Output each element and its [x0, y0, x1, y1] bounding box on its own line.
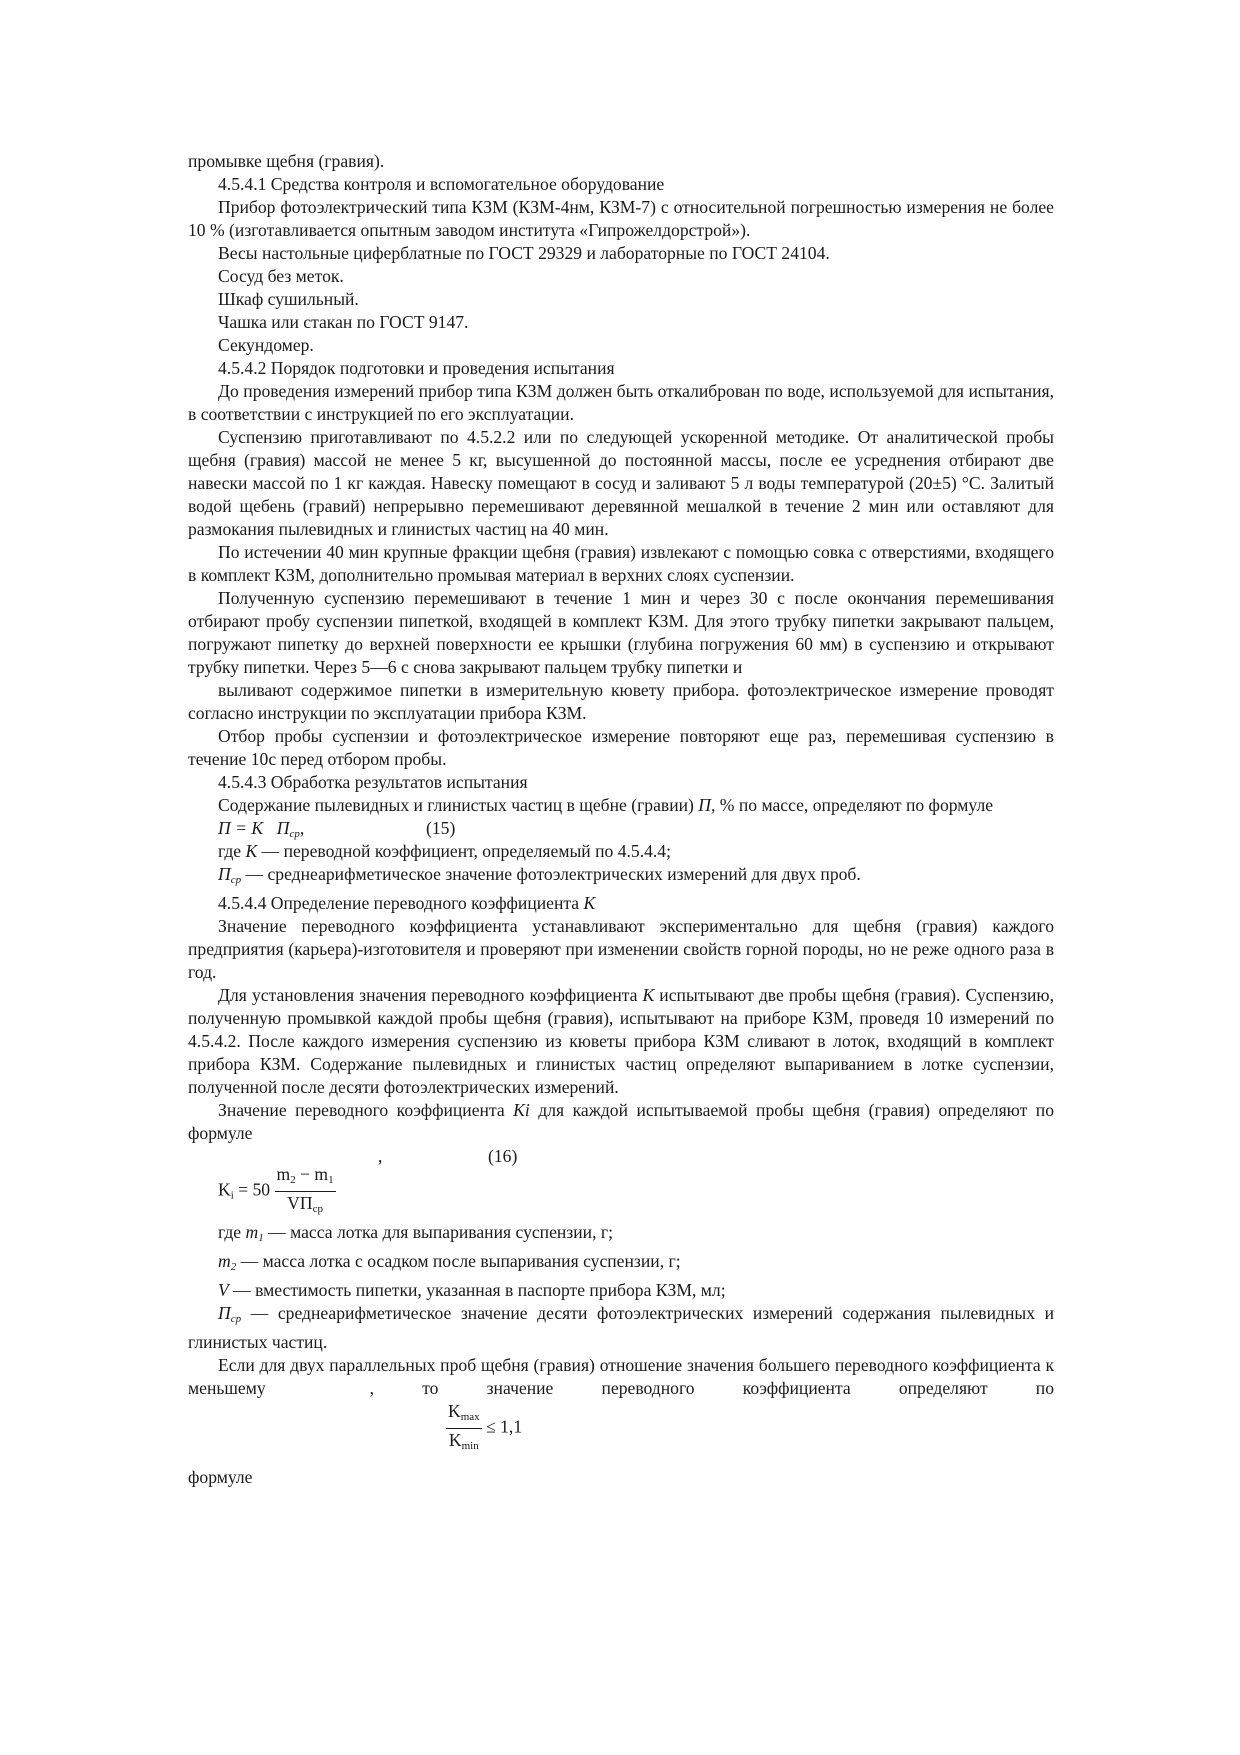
text: — вместимость пипетки, указанная в паспорте прибора КЗМ, мл; — [228, 1280, 726, 1300]
text: испытывают две пробы щебня (гравия). Суспензию, полученную промывкой каждой пробы щебня (гравия), испытывают на приборе КЗМ, проведя 10 измерений по 4.5.4.2. После каждого измерения суспензию из кюветы прибора КЗМ сливают в лоток, входящий в комплект прибора КЗМ. Содержание пылевидных и глинистых частиц определяют выпариванием в лотке суспензии, полученной после десяти фотоэлектрических измерений. — [188, 985, 1054, 1097]
text: 4.5.4.4 Определение переводного коэффициента — [218, 893, 584, 913]
spacer — [188, 1454, 1054, 1466]
paragraph — [188, 984, 1054, 1099]
formula-number: (16) — [488, 1146, 518, 1166]
kmin-subscript: min — [461, 1440, 479, 1452]
formula-text: П = К П — [218, 818, 290, 838]
kmin-k: K — [448, 1430, 462, 1450]
symbol: П — [218, 864, 231, 884]
symbol: К — [245, 841, 258, 861]
paragraph — [188, 1099, 1054, 1145]
formula-fraction — [446, 1400, 482, 1457]
section-heading-4-5-4-2: 4.5.4.2 Порядок подготовки и проведения испытания — [218, 358, 615, 378]
formula-expression — [446, 1400, 522, 1457]
formula-leq: ≤ 1,1 — [486, 1416, 523, 1437]
formula-denominator — [446, 1429, 482, 1457]
formula-comma: , — [378, 1146, 383, 1166]
formula-comma: , — [299, 818, 305, 838]
text: Для установления значения переводного коэффициента — [218, 985, 643, 1005]
formula-fraction — [275, 1163, 336, 1220]
subscript: 2 — [230, 1261, 237, 1273]
symbol: m — [218, 1251, 231, 1271]
text: Содержание пылевидных и глинистых частиц в щебне (гравии) — [218, 795, 699, 815]
text: Значение переводного коэффициента — [218, 1100, 514, 1120]
paragraph — [188, 840, 1054, 863]
symbol: К — [583, 893, 596, 913]
paragraph — [188, 1250, 1054, 1279]
list-item: Весы настольные циферблатные по ГОСТ 29329 и лабораторные по ГОСТ 24104. — [218, 243, 830, 263]
formula-numerator — [446, 1400, 482, 1429]
kmax-k: K — [448, 1401, 461, 1421]
text: — переводной коэффициент, определяемый по 4.5.4.4; — [257, 841, 671, 861]
text: — масса лотка для выпаривания суспензии, г; — [263, 1222, 613, 1242]
paragraph — [188, 794, 1054, 817]
denominator-subscript: ср — [312, 1203, 323, 1215]
symbol: К — [642, 985, 655, 1005]
paragraph: По истечении 40 мин крупные фракции щебня (гравия) извлекают с помощью совка с отверстиями, входящего в комплект КЗМ, дополнительно промывая материал в верхних слоях суспензии. — [188, 542, 1054, 585]
paragraph — [188, 1221, 1054, 1250]
paragraph: промывке щебня (гравия). — [188, 151, 385, 171]
section-heading-4-5-4-1: 4.5.4.1 Средства контроля и вспомогательное оборудование — [218, 174, 665, 194]
text: — среднеарифметическое значение фотоэлектрических измерений для двух проб. — [241, 864, 861, 884]
text: — масса лотка с осадком после выпаривания суспензии, г; — [236, 1251, 681, 1271]
list-item: Чашка или стакан по ГОСТ 9147. — [218, 312, 469, 332]
paragraph: формуле — [188, 1467, 253, 1487]
formula-subscript: ср — [289, 828, 300, 840]
formula-15 — [188, 817, 1054, 840]
denominator-text: VП — [287, 1193, 313, 1213]
section-heading-4-5-4-3: 4.5.4.3 Обработка результатов испытания — [218, 772, 528, 792]
subscript: ср — [230, 1313, 242, 1325]
text: для каждой испытываемой пробы щебня (гравия) определяют по формуле — [188, 1100, 1054, 1143]
formula-expression — [218, 1163, 336, 1220]
subscript: ср — [230, 874, 242, 886]
text: Если для двух параллельных проб щебня (гравия) отношение значения большего переводного коэффициента к меньшему — [188, 1355, 1054, 1398]
text: % по массе, определяют по формуле — [715, 795, 994, 815]
numerator-minus-m: − m — [295, 1164, 329, 1184]
paragraph: До проведения измерений прибор типа КЗМ должен быть откалиброван по воде, используемой для испытания, в соответствии с инструкцией по его эксплуатации. — [188, 381, 1054, 424]
formula-kmax-kmin — [188, 1400, 1054, 1454]
formula-numerator — [275, 1163, 336, 1192]
numerator-m: m — [276, 1164, 291, 1184]
subscript: 1 — [258, 1232, 264, 1244]
formula-equals: = 50 — [238, 1179, 271, 1200]
paragraph — [188, 1279, 1054, 1302]
symbol: V — [218, 1280, 229, 1300]
text: , то значение переводного коэффициента определяют по — [369, 1378, 1054, 1398]
formula-expression — [218, 817, 304, 846]
paragraph: Отбор пробы суспензии и фотоэлектрическое измерение повторяют еще раз, перемешивая суспензию в течение 10с перед отбором пробы. — [188, 726, 1054, 769]
paragraph: Суспензию приготавливают по 4.5.2.2 или по следующей ускоренной методике. От аналитической пробы щебня (гравия) массой не менее 5 кг, высушенной до постоянной массы, после ее усреднения отбирают две навески массой по 1 кг каждая. Навеску помещают в сосуд и заливают 5 л воды температурой (20±5) °С. Залитый водой щебень (гравий) непрерывно перемешивают деревянной мешалкой в течение 2 мин или оставляют для размокания пылевидных и глинистых частиц на 40 мин. — [188, 427, 1054, 539]
numerator-sub-2: 2 — [290, 1174, 296, 1186]
symbol: Ki — [513, 1100, 530, 1120]
formula-lhs: K — [218, 1179, 231, 1200]
kmax-subscript: max — [460, 1411, 480, 1423]
formula-number: (15) — [426, 818, 456, 838]
text: где — [218, 1222, 246, 1242]
list-item: Шкаф сушильный. — [218, 289, 359, 309]
formula-lhs-subscript: i — [230, 1189, 234, 1202]
numerator-sub-1: 1 — [328, 1174, 334, 1186]
formula-denominator — [275, 1192, 336, 1220]
section-heading-4-5-4-4 — [188, 892, 1054, 915]
paragraph — [188, 863, 1054, 892]
paragraph: Прибор фотоэлектрический типа КЗМ (КЗМ-4нм, КЗМ-7) с относительной погрешностью измерения не более 10 % (изготавливается опытным заводом института «Гипрожелдорстрой»). — [188, 197, 1054, 240]
list-item: Сосуд без меток. — [218, 266, 344, 286]
text: где — [218, 841, 246, 861]
list-item: Секундомер. — [218, 335, 314, 355]
paragraph: Значение переводного коэффициента устанавливают экспериментально для щебня (гравия) каждого предприятия (карьера)-изготовителя и проверяют при изменении свойств горной породы, но не реже одного раза в год. — [188, 916, 1054, 982]
symbol: П — [218, 1303, 231, 1323]
paragraph: Полученную суспензию перемешивают в течение 1 мин и через 30 с после окончания перемешивания отбирают пробу суспензии пипеткой, входящей в комплект КЗМ. Для этого трубку пипетки закрывают пальцем, погружают пипетку до верхней поверхности ее крышки (глубина погружения 60 мм) в суспензию и открывают трубку пипетки. Через 5—6 с снова закрывают пальцем трубку пипетки и — [188, 588, 1054, 677]
formula-16 — [188, 1145, 1054, 1221]
text: — среднеарифметическое значение десяти фотоэлектрических измерений содержания пылевидных и глинистых частиц. — [188, 1303, 1054, 1352]
symbol: m — [245, 1222, 259, 1242]
document-page — [188, 150, 1054, 1489]
paragraph — [188, 1302, 1054, 1354]
paragraph — [188, 1354, 1054, 1400]
symbol: П, — [698, 795, 716, 815]
paragraph: выливают содержимое пипетки в измерительную кювету прибора. фотоэлектрическое измерение проводят согласно инструкции по эксплуатации прибора КЗМ. — [188, 680, 1054, 723]
